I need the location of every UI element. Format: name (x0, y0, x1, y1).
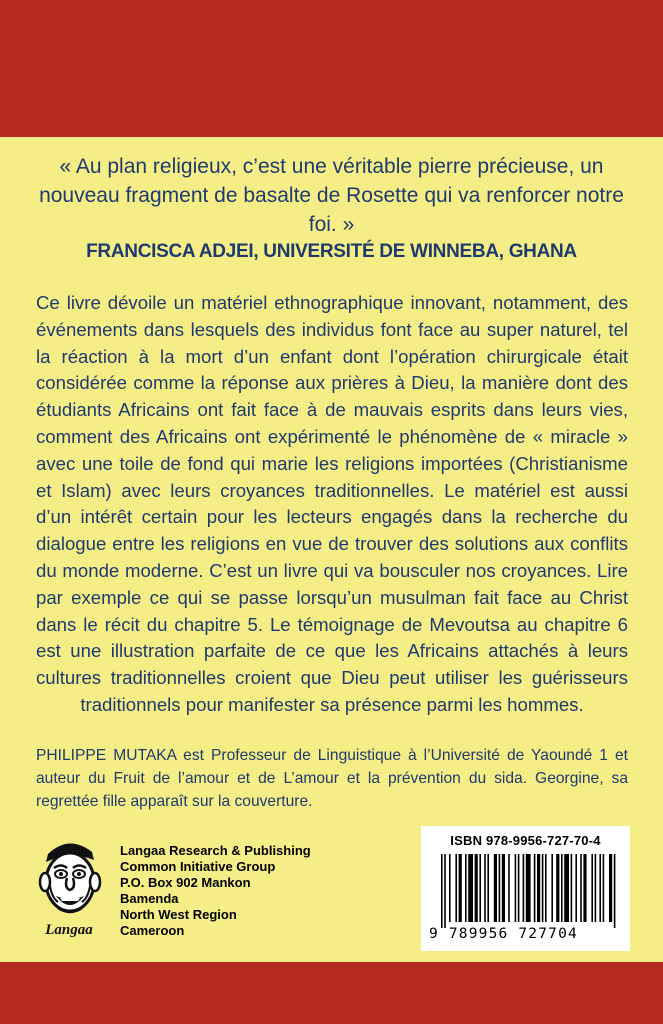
barcode-bar (537, 854, 540, 922)
publisher-address (120, 843, 380, 939)
barcode-bar (499, 854, 501, 922)
author-bio: PHILIPPE MUTAKA est Professeur de Linguistique à l’Université de Yaoundé 1 et auteur du Fruit de l’amour et de L’amour et la prévention du sida. Georgine, sa regrettée fille apparaît sur la couverture. (36, 747, 628, 810)
publisher-line: Bamenda (120, 891, 179, 906)
barcode-bar (545, 854, 547, 922)
barcode-bar (614, 854, 616, 928)
barcode-bar (609, 854, 612, 922)
barcode (441, 854, 616, 928)
publisher-line: Langaa Research & Publishing (120, 843, 311, 858)
barcode-bar (508, 854, 510, 922)
barcode-bar (515, 854, 517, 922)
barcode-bar (494, 854, 497, 922)
publisher-line: Cameroon (120, 923, 185, 938)
publisher-line: P.O. Box 902 Mankon (120, 875, 251, 890)
barcode-bar (583, 854, 586, 922)
bottom-red-band (0, 962, 663, 1024)
barcode-bar (591, 854, 593, 922)
langaa-mask-icon (34, 836, 104, 940)
barcode-bar (459, 854, 462, 922)
barcode-bar (571, 854, 573, 922)
barcode-bar (468, 854, 473, 922)
logo-wordmark: Langaa (45, 922, 93, 938)
barcode-bar (551, 854, 553, 922)
isbn-label: ISBN 978-9956-727-70-4 (450, 833, 601, 848)
barcode-bar (561, 854, 563, 922)
quote-author: FRANCISCA ADJEI, UNIVERSITÉ DE WINNEBA, GHANA (86, 241, 577, 262)
barcode-bar (487, 854, 489, 922)
barcode-bar (564, 854, 569, 922)
barcode-bar (595, 854, 597, 922)
barcode-bar (542, 854, 544, 922)
barcode-digits: 9 789956 727704 (429, 926, 578, 942)
barcode-bar (475, 854, 478, 922)
publisher-line: Common Initiative Group (120, 859, 276, 874)
barcode-bar (523, 854, 525, 922)
publisher-line: North West Region (120, 907, 237, 922)
barcode-bar (575, 854, 577, 922)
barcode-bar (441, 854, 443, 928)
barcode-bar (599, 854, 601, 922)
book-description: Ce livre dévoile un matériel ethnographique innovant, notamment, des événements dans lesquels des individus font face au super naturel, tel la réaction à la mort d’un enfant dont l’opération chirurgicale était considérée comme la réponse aux prières à Dieu, la manière dont des étudiants Africains ont fait face à de mauvais esprits dans leurs vies, comment des Africains ont expérimenté le phénomène de « miracle » avec une toile de fond qui marie les religions importées (Christianisme et Islam) avec leurs croyances traditionnelles. Le matériel est aussi d’un intérêt certain pour les lecteurs engagés dans la recherche du dialogue entre les religions en vue de trouver des solutions aux conflits du monde moderne. C’est un livre qui va bousculer nos croyances. Lire par exemple ce qui se passe lorsqu’un musulman fait face au Christ dans le récit du chapitre 5. Le témoignage de Mevoutsa au chapitre 6 est une illustration parfaite de ce que les Africains attachés à leurs cultures traditionnelles croient que Dieu peut utiliser les guérisseurs traditionnels pour manifester sa présence parmi les hommes. (36, 292, 628, 715)
barcode-box (421, 826, 630, 951)
barcode-bar (465, 854, 467, 922)
barcode-bar (580, 854, 582, 922)
barcode-bar (502, 854, 505, 922)
barcode-bar (449, 854, 451, 922)
top-red-band (0, 0, 663, 137)
barcode-bar (455, 854, 457, 922)
barcode-bar (556, 854, 559, 922)
barcode-bar (534, 854, 536, 922)
barcode-bar (603, 854, 605, 922)
barcode-bar (444, 854, 446, 928)
barcode-bar (484, 854, 486, 922)
langaa-logo (34, 836, 104, 940)
review-quote: « Au plan religieux, c’est une véritable pierre précieuse, un nouveau fragment de basalte de Rosette qui va renforcer notre foi. » (39, 155, 624, 236)
barcode-bar (479, 854, 481, 922)
barcode-bar (526, 854, 531, 922)
barcode-bar (518, 854, 520, 922)
